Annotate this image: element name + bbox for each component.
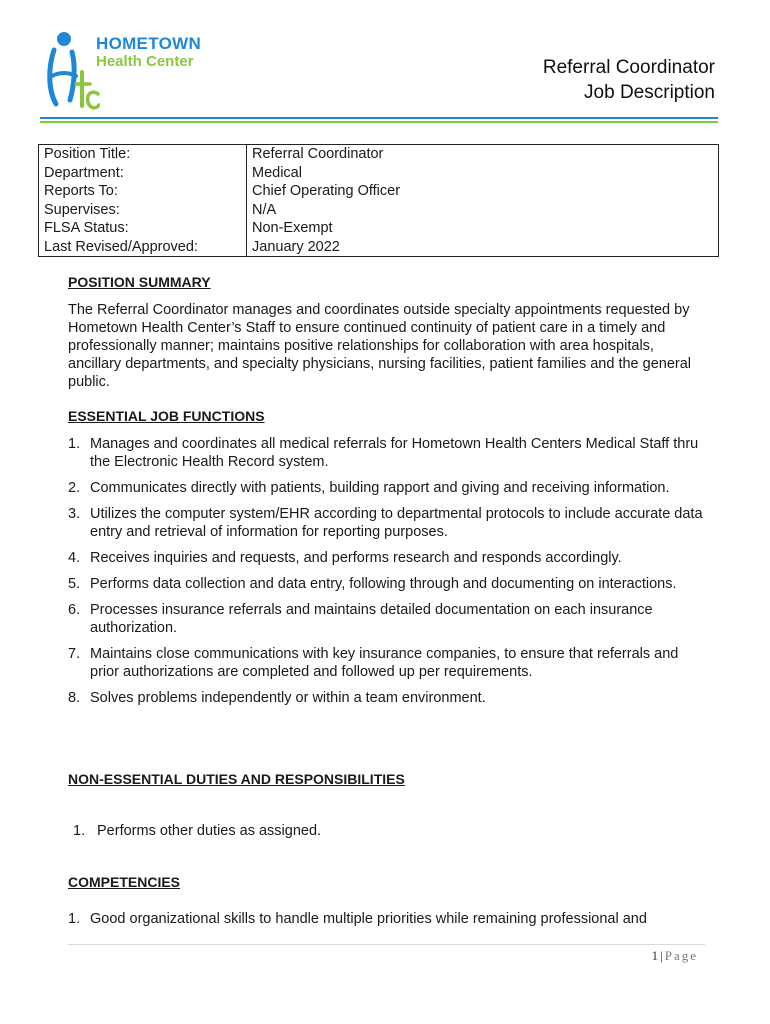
logo-hometown-text: HOMETOWN [96,34,202,53]
page-word: Page [664,948,698,963]
page-footer [652,948,698,964]
title-line-1: Referral Coordinator [542,57,715,78]
essential-functions-heading: ESSENTIAL JOB FUNCTIONS [68,408,265,424]
hometown-health-center-logo [40,28,230,112]
value-reports-to: Chief Operating Officer [252,183,401,199]
value-department: Medical [252,164,302,181]
list-item: 4. Receives inquiries and requests, and performs research and responds accordingly. [68,550,622,566]
label-position-title: Position Title: [44,146,131,162]
footer-rule [68,944,705,945]
competency-item: 1. Good organizational skills to handle multiple priorities while remaining professional and [68,911,647,927]
value-flsa-status: Non-Exempt [252,220,333,236]
main-content [68,273,708,715]
list-item: 3. Utilizes the computer system/EHR according to departmental protocols to include accurate data entry and retrieval of information for reporting purposes. [68,506,703,540]
position-info-table [38,144,719,257]
page-separator: | [660,948,663,963]
document-title [543,55,715,105]
position-summary-text: The Referral Coordinator manages and coordinates outside specialty appointments requested by Hometown Health Center’s Staff to ensure continued continuity of patient care in a timely and professionally manner; maintains positive relationships for collaboration with area hospitals, ancillary departments, and specialty physicians, nursing facilities, patient families and the general public. [68,302,692,390]
header-rule-blue [40,117,718,119]
nonessential-duties-heading: NON-ESSENTIAL DUTIES AND RESPONSIBILITIES [68,771,405,787]
info-values-cell [247,145,719,257]
nonessential-item: 1. Performs other duties as assigned. [73,823,322,839]
header-rule-green [40,121,718,123]
competencies-heading: COMPETENCIES [68,874,181,890]
list-item: 1. Manages and coordinates all medical referrals for Hometown Health Centers Medical Staff thru the Electronic Health Record system. [68,436,699,470]
list-item: 2. Communicates directly with patients, building rapport and giving and receiving information. [68,480,670,496]
list-item: 5. Performs data collection and data entry, following through and documenting on interactions. [68,576,677,592]
value-last-revised: January 2022 [252,238,340,255]
value-supervises: N/A [252,201,277,218]
position-summary-heading: POSITION SUMMARY [68,274,211,290]
list-item: 7. Maintains close communications with key insurance companies, to ensure that referrals and prior authorizations are completed and followed up per requirements. [68,646,679,680]
hhc-logo-mark-icon [40,28,100,112]
essential-functions-list [68,435,708,707]
logo-health-center-text: Health Center [96,53,194,70]
label-flsa-status: FLSA Status: [44,220,129,236]
list-item: 8. Solves problems independently or within a team environment. [68,690,486,706]
value-position-title: Referral Coordinator [252,146,384,162]
info-labels-cell [39,145,247,257]
label-reports-to: Reports To: [44,183,118,199]
list-item: 6. Processes insurance referrals and maintains detailed documentation on each insurance authorization. [68,602,653,636]
label-supervises: Supervises: [44,201,120,218]
title-line-2: Job Description [584,82,715,103]
label-last-revised: Last Revised/Approved: [44,238,198,255]
page-number: 1 [651,948,659,963]
label-department: Department: [44,164,124,181]
